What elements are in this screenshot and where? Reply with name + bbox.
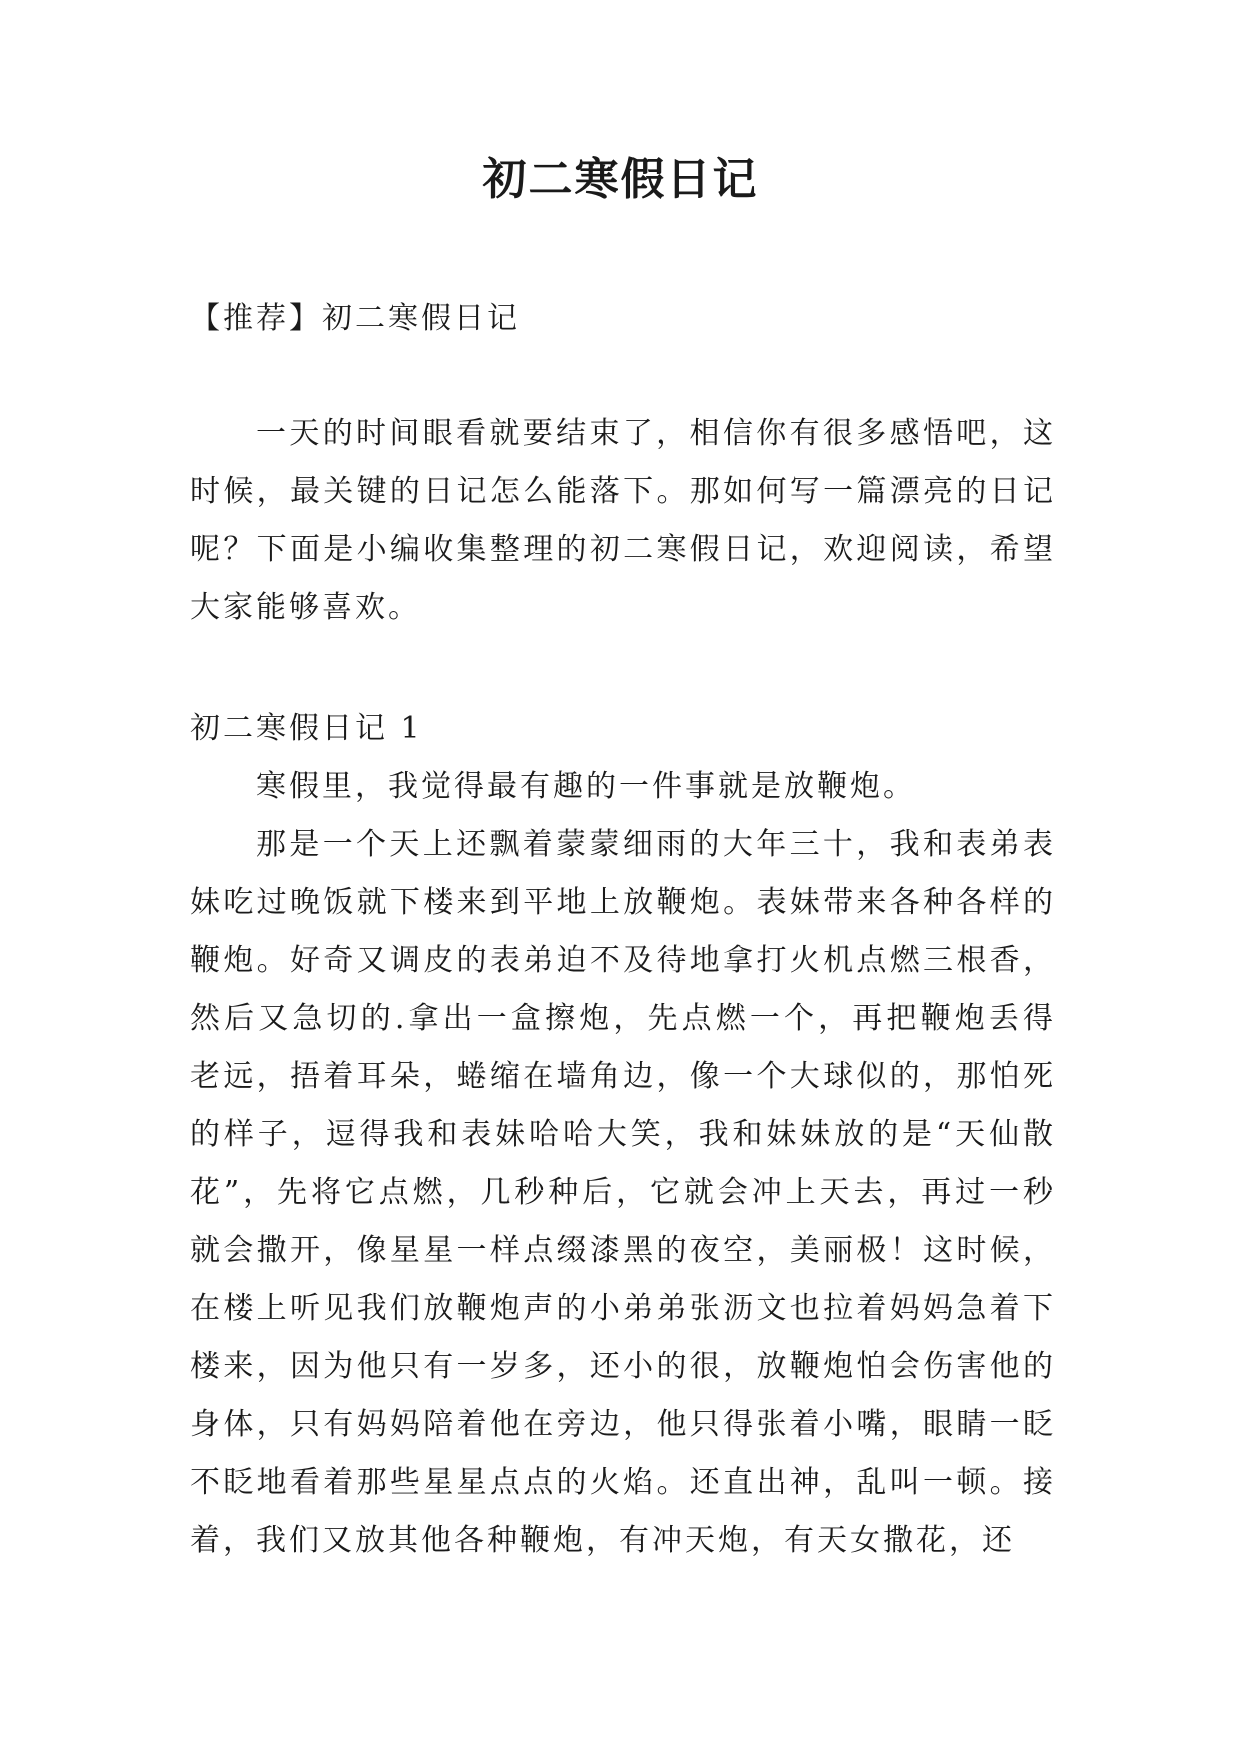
section-title: 初二寒假日记 1 <box>190 711 423 746</box>
document-title: 初二寒假日记 <box>482 154 759 205</box>
recommend-line: 【推荐】初二寒假日记 <box>190 301 520 336</box>
body-paragraph: 那是一个天上还飘着蒙蒙细雨的大年三十，我和表弟表妹吃过晚饭就下楼来到平地上放鞭炮。表妹带来各种各样的鞭炮。好奇又调皮的表弟迫不及待地拿打火机点燃三根香，然后又急切的.拿出一盒擦炮，先点燃一个，再把鞭炮丢得老远，捂着耳朵，蜷缩在墙角边，像一个大球似的，那怕死的样子，逗得我和表妹哈哈大笑，我和妹妹放的是“天仙散花”，先将它点燃，几秒种后，它就会冲上天去，再过一秒就会撒开，像星星一样点缀漆黑的夜空，美丽极！这时候，在楼上听见我们放鞭炮声的小弟弟张沥文也拉着妈妈急着下楼来，因为他只有一岁多，还小的很，放鞭炮怕会伤害他的身体，只有妈妈陪着他在旁边，他只得张着小嘴，眼睛一眨不眨地看着那些星星点点的火焰。还直出神，乱叫一顿。接着，我们又放其他各种鞭炮，有冲天炮，有天女撒花，还 <box>190 827 1056 1558</box>
intro-paragraph: 一天的时间眼看就要结束了，相信你有很多感悟吧，这时候，最关键的日记怎么能落下。那如何写一篇漂亮的日记呢？下面是小编收集整理的初二寒假日记，欢迎阅读，希望大家能够喜欢。 <box>190 416 1056 625</box>
body-paragraph: 寒假里，我觉得最有趣的一件事就是放鞭炮。 <box>256 769 916 804</box>
